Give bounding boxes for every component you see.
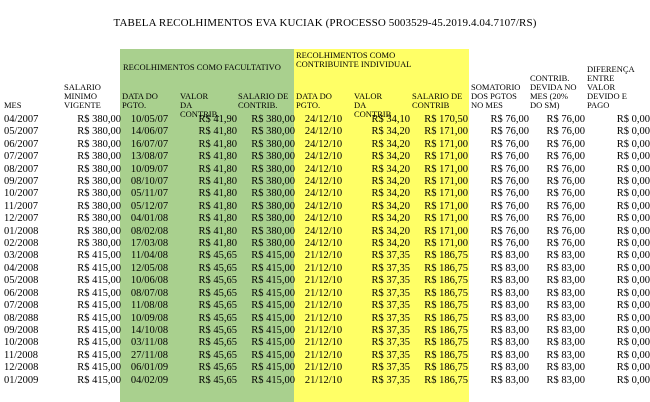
table-row: [4, 201, 650, 213]
cell-data-pgto-ci: 24/12/10: [304, 188, 343, 200]
cell-salario-minimo: R$ 415,00: [77, 374, 121, 386]
cell-diferenca: R$ 0,00: [616, 250, 650, 262]
cell-salario-contrib-ci: R$ 186,75: [424, 262, 468, 274]
cell-salario-contrib-ci: R$ 186,75: [424, 275, 468, 287]
header-valor-contrib-ci: VALOR DA CONTRIB: [354, 91, 392, 119]
cell-mes: 09/2007: [4, 176, 39, 188]
cell-salario-contrib-fac: R$ 380,00: [251, 138, 295, 150]
cell-contrib-devida: R$ 76,00: [546, 163, 585, 175]
table-row: [4, 362, 650, 374]
table-row: [4, 151, 650, 163]
cell-valor-contrib-fac: R$ 45,65: [198, 275, 237, 287]
cell-salario-contrib-fac: R$ 415,00: [251, 324, 295, 336]
cell-data-pgto-fac: 17/03/08: [130, 238, 169, 250]
cell-salario-contrib-ci: R$ 171,00: [424, 225, 468, 237]
table-row: [4, 164, 650, 176]
header-data-pgto-ci: DATA DO PGTO.: [296, 91, 332, 110]
cell-mes: 07/2007: [4, 151, 39, 163]
cell-valor-contrib-fac: R$ 41,80: [198, 213, 237, 225]
header-salario-contrib-ci: SALARIO DE CONTRIB: [412, 91, 463, 110]
cell-salario-minimo: R$ 380,00: [77, 213, 121, 225]
cell-salario-contrib-fac: R$ 380,00: [251, 213, 295, 225]
cell-somatorio: R$ 76,00: [490, 163, 529, 175]
cell-valor-contrib-fac: R$ 41,80: [198, 163, 237, 175]
cell-somatorio: R$ 83,00: [490, 337, 529, 349]
cell-somatorio: R$ 83,00: [490, 287, 529, 299]
cell-somatorio: R$ 83,00: [490, 374, 529, 386]
cell-mes: 07/2008: [4, 300, 39, 312]
cell-mes: 08/2007: [4, 163, 39, 175]
cell-salario-minimo: R$ 380,00: [77, 188, 121, 200]
cell-salario-contrib-ci: R$ 171,00: [424, 238, 468, 250]
cell-diferenca: R$ 0,00: [616, 225, 650, 237]
cell-salario-contrib-fac: R$ 380,00: [251, 151, 295, 163]
cell-valor-contrib-fac: R$ 41,80: [198, 176, 237, 188]
cell-diferenca: R$ 0,00: [616, 188, 650, 200]
cell-valor-contrib-fac: R$ 45,65: [198, 324, 237, 336]
cell-salario-contrib-fac: R$ 380,00: [251, 114, 295, 125]
cell-data-pgto-ci: 24/12/10: [304, 114, 343, 125]
cell-salario-contrib-ci: R$ 186,75: [424, 374, 468, 386]
cell-data-pgto-ci: 21/12/10: [304, 349, 343, 361]
cell-valor-contrib-ci: R$ 34,10: [371, 114, 410, 125]
group-header-contribuinte: RECOLHIMENTOS COMO CONTRIBUINTE INDIVIDUAL: [296, 50, 412, 69]
cell-mes: 12/2007: [4, 213, 39, 225]
cell-somatorio: R$ 83,00: [490, 300, 529, 312]
cell-valor-contrib-fac: R$ 45,65: [198, 250, 237, 262]
cell-salario-contrib-ci: R$ 170,50: [424, 114, 468, 125]
cell-contrib-devida: R$ 83,00: [546, 349, 585, 361]
cell-salario-minimo: R$ 380,00: [77, 225, 121, 237]
cell-data-pgto-fac: 08/07/08: [130, 287, 169, 299]
cell-contrib-devida: R$ 76,00: [546, 176, 585, 188]
cell-data-pgto-ci: 21/12/10: [304, 362, 343, 374]
cell-data-pgto-fac: 10/05/07: [130, 114, 169, 125]
cell-valor-contrib-ci: R$ 34,20: [371, 163, 410, 175]
cell-somatorio: R$ 76,00: [490, 225, 529, 237]
cell-contrib-devida: R$ 83,00: [546, 312, 585, 324]
header-diferenca: DIFERENÇA ENTRE VALOR DEVIDO E PAGO: [587, 64, 635, 110]
cell-mes: 03/2008: [4, 250, 39, 262]
cell-salario-contrib-ci: R$ 186,75: [424, 287, 468, 299]
cell-contrib-devida: R$ 76,00: [546, 138, 585, 150]
cell-valor-contrib-ci: R$ 37,35: [371, 287, 410, 299]
table-row: [4, 176, 650, 188]
cell-valor-contrib-ci: R$ 34,20: [371, 200, 410, 212]
cell-somatorio: R$ 76,00: [490, 151, 529, 163]
cell-mes: 05/2007: [4, 126, 39, 138]
cell-salario-minimo: R$ 380,00: [77, 138, 121, 150]
cell-salario-contrib-ci: R$ 171,00: [424, 213, 468, 225]
cell-data-pgto-ci: 21/12/10: [304, 324, 343, 336]
table-row: [4, 350, 650, 362]
cell-diferenca: R$ 0,00: [616, 151, 650, 163]
cell-contrib-devida: R$ 76,00: [546, 213, 585, 225]
cell-salario-contrib-fac: R$ 380,00: [251, 238, 295, 250]
table-row: [4, 139, 650, 151]
table-row: [4, 126, 650, 138]
cell-salario-contrib-ci: R$ 186,75: [424, 312, 468, 324]
cell-valor-contrib-fac: R$ 41,80: [198, 225, 237, 237]
cell-contrib-devida: R$ 83,00: [546, 374, 585, 386]
cell-salario-minimo: R$ 415,00: [77, 349, 121, 361]
cell-data-pgto-ci: 21/12/10: [304, 287, 343, 299]
cell-valor-contrib-fac: R$ 41,80: [198, 138, 237, 150]
cell-contrib-devida: R$ 83,00: [546, 324, 585, 336]
cell-salario-contrib-fac: R$ 415,00: [251, 374, 295, 386]
cell-data-pgto-ci: 21/12/10: [304, 300, 343, 312]
cell-salario-contrib-ci: R$ 171,00: [424, 188, 468, 200]
cell-valor-contrib-ci: R$ 34,20: [371, 225, 410, 237]
cell-diferenca: R$ 0,00: [616, 275, 650, 287]
cell-salario-contrib-fac: R$ 415,00: [251, 337, 295, 349]
cell-diferenca: R$ 0,00: [616, 238, 650, 250]
cell-contrib-devida: R$ 76,00: [546, 188, 585, 200]
cell-valor-contrib-fac: R$ 41,90: [198, 114, 237, 125]
cell-valor-contrib-fac: R$ 45,65: [198, 262, 237, 274]
cell-salario-contrib-fac: R$ 380,00: [251, 225, 295, 237]
cell-data-pgto-fac: 08/10/07: [130, 176, 169, 188]
cell-contrib-devida: R$ 83,00: [546, 362, 585, 374]
cell-salario-contrib-fac: R$ 380,00: [251, 126, 295, 138]
cell-somatorio: R$ 76,00: [490, 176, 529, 188]
cell-contrib-devida: R$ 83,00: [546, 262, 585, 274]
cell-contrib-devida: R$ 83,00: [546, 287, 585, 299]
cell-data-pgto-fac: 05/12/07: [130, 200, 169, 212]
cell-contrib-devida: R$ 76,00: [546, 151, 585, 163]
table-row: [4, 188, 650, 200]
cell-valor-contrib-ci: R$ 34,20: [371, 188, 410, 200]
cell-somatorio: R$ 83,00: [490, 312, 529, 324]
cell-data-pgto-ci: 24/12/10: [304, 138, 343, 150]
cell-data-pgto-ci: 21/12/10: [304, 337, 343, 349]
cell-salario-contrib-ci: R$ 186,75: [424, 324, 468, 336]
cell-diferenca: R$ 0,00: [616, 312, 650, 324]
cell-salario-contrib-ci: R$ 186,75: [424, 349, 468, 361]
cell-diferenca: R$ 0,00: [616, 300, 650, 312]
cell-valor-contrib-ci: R$ 34,20: [371, 213, 410, 225]
cell-somatorio: R$ 83,00: [490, 324, 529, 336]
header-somatorio: SOMATORIO DOS PGTOS NO MES: [471, 82, 521, 110]
cell-salario-minimo: R$ 380,00: [77, 163, 121, 175]
header-mes: MES: [4, 100, 22, 110]
cell-diferenca: R$ 0,00: [616, 262, 650, 274]
cell-somatorio: R$ 83,00: [490, 275, 529, 287]
cell-data-pgto-ci: 21/12/10: [304, 262, 343, 274]
cell-diferenca: R$ 0,00: [616, 213, 650, 225]
cell-mes: 06/2008: [4, 287, 39, 299]
header-contrib-devida: CONTRIB. DEVIDA NO MES (20% DO SM): [530, 73, 577, 110]
cell-mes: 08/2088: [4, 312, 39, 324]
cell-valor-contrib-ci: R$ 34,20: [371, 126, 410, 138]
header-salario-minimo: SALARIO MINIMO VIGENTE: [64, 82, 101, 110]
cell-mes: 04/2007: [4, 114, 39, 125]
cell-valor-contrib-ci: R$ 37,35: [371, 349, 410, 361]
cell-mes: 01/2008: [4, 225, 39, 237]
cell-data-pgto-fac: 10/09/07: [130, 163, 169, 175]
cell-mes: 04/2008: [4, 262, 39, 274]
table-row: [4, 250, 650, 262]
table-row: [4, 300, 650, 312]
cell-valor-contrib-fac: R$ 45,65: [198, 287, 237, 299]
cell-data-pgto-fac: 06/01/09: [130, 362, 169, 374]
cell-diferenca: R$ 0,00: [616, 374, 650, 386]
cell-data-pgto-ci: 24/12/10: [304, 151, 343, 163]
cell-salario-contrib-fac: R$ 380,00: [251, 188, 295, 200]
cell-diferenca: R$ 0,00: [616, 200, 650, 212]
cell-salario-minimo: R$ 380,00: [77, 126, 121, 138]
table-row: [4, 226, 650, 238]
header-data-pgto-fac: DATA DO PGTO.: [122, 91, 158, 110]
cell-data-pgto-ci: 24/12/10: [304, 176, 343, 188]
cell-salario-minimo: R$ 415,00: [77, 362, 121, 374]
cell-data-pgto-fac: 11/04/08: [131, 250, 168, 262]
cell-salario-contrib-fac: R$ 415,00: [251, 250, 295, 262]
cell-valor-contrib-fac: R$ 45,65: [198, 374, 237, 386]
cell-somatorio: R$ 76,00: [490, 213, 529, 225]
cell-mes: 02/2008: [4, 238, 39, 250]
cell-contrib-devida: R$ 83,00: [546, 275, 585, 287]
cell-salario-minimo: R$ 380,00: [77, 151, 121, 163]
cell-somatorio: R$ 76,00: [490, 200, 529, 212]
cell-valor-contrib-fac: R$ 41,80: [198, 151, 237, 163]
cell-contrib-devida: R$ 76,00: [546, 126, 585, 138]
cell-data-pgto-fac: 10/09/08: [130, 312, 169, 324]
cell-diferenca: R$ 0,00: [616, 163, 650, 175]
cell-salario-contrib-ci: R$ 171,00: [424, 176, 468, 188]
cell-salario-minimo: R$ 380,00: [77, 238, 121, 250]
cell-somatorio: R$ 83,00: [490, 362, 529, 374]
cell-contrib-devida: R$ 76,00: [546, 238, 585, 250]
cell-diferenca: R$ 0,00: [616, 138, 650, 150]
table-row: [4, 263, 650, 275]
cell-valor-contrib-ci: R$ 37,35: [371, 250, 410, 262]
cell-valor-contrib-ci: R$ 37,35: [371, 300, 410, 312]
cell-data-pgto-ci: 21/12/10: [304, 374, 343, 386]
cell-data-pgto-fac: 14/10/08: [130, 324, 169, 336]
header-valor-contrib-fac: VALOR DA CONTRIB.: [180, 91, 220, 119]
cell-mes: 10/2008: [4, 337, 39, 349]
cell-data-pgto-ci: 24/12/10: [304, 200, 343, 212]
table-row: [4, 313, 650, 325]
cell-valor-contrib-ci: R$ 37,35: [371, 337, 410, 349]
cell-salario-minimo: R$ 415,00: [77, 275, 121, 287]
table-row: [4, 325, 650, 337]
cell-salario-contrib-ci: R$ 171,00: [424, 200, 468, 212]
table-row: [4, 114, 650, 126]
cell-diferenca: R$ 0,00: [616, 337, 650, 349]
cell-salario-contrib-fac: R$ 415,00: [251, 275, 295, 287]
cell-diferenca: R$ 0,00: [616, 362, 650, 374]
cell-somatorio: R$ 76,00: [490, 188, 529, 200]
cell-data-pgto-ci: 24/12/10: [304, 238, 343, 250]
header-salario-contrib-fac: SALARIO DE CONTRIB.: [238, 91, 289, 110]
cell-valor-contrib-ci: R$ 37,35: [371, 262, 410, 274]
cell-salario-minimo: R$ 415,00: [77, 287, 121, 299]
cell-valor-contrib-fac: R$ 45,65: [198, 312, 237, 324]
cell-valor-contrib-fac: R$ 45,65: [198, 349, 237, 361]
cell-data-pgto-fac: 03/11/08: [131, 337, 168, 349]
cell-salario-minimo: R$ 380,00: [77, 200, 121, 212]
group-header-facultativo: RECOLHIMENTOS COMO FACULTATIVO: [123, 62, 281, 72]
cell-diferenca: R$ 0,00: [616, 114, 650, 125]
cell-mes: 06/2007: [4, 138, 39, 150]
table-row: [4, 288, 650, 300]
cell-salario-minimo: R$ 415,00: [77, 337, 121, 349]
cell-data-pgto-fac: 08/02/08: [130, 225, 169, 237]
cell-salario-contrib-ci: R$ 171,00: [424, 151, 468, 163]
cell-diferenca: R$ 0,00: [616, 176, 650, 188]
cell-data-pgto-fac: 16/07/07: [130, 138, 169, 150]
recolhimentos-table: [4, 114, 650, 387]
cell-data-pgto-fac: 10/06/08: [130, 275, 169, 287]
cell-mes: 01/2009: [4, 374, 39, 386]
cell-salario-minimo: R$ 415,00: [77, 324, 121, 336]
cell-contrib-devida: R$ 76,00: [546, 225, 585, 237]
cell-salario-contrib-ci: R$ 186,75: [424, 362, 468, 374]
cell-salario-contrib-ci: R$ 171,00: [424, 138, 468, 150]
cell-contrib-devida: R$ 83,00: [546, 337, 585, 349]
cell-somatorio: R$ 83,00: [490, 250, 529, 262]
cell-salario-contrib-ci: R$ 171,00: [424, 126, 468, 138]
cell-salario-minimo: R$ 415,00: [77, 312, 121, 324]
cell-somatorio: R$ 76,00: [490, 238, 529, 250]
cell-valor-contrib-ci: R$ 37,35: [371, 374, 410, 386]
cell-contrib-devida: R$ 76,00: [546, 114, 585, 125]
cell-salario-contrib-fac: R$ 380,00: [251, 200, 295, 212]
cell-valor-contrib-fac: R$ 41,80: [198, 238, 237, 250]
table-row: [4, 375, 650, 387]
cell-salario-contrib-ci: R$ 186,75: [424, 337, 468, 349]
cell-valor-contrib-ci: R$ 37,35: [371, 275, 410, 287]
cell-mes: 10/2007: [4, 188, 39, 200]
cell-salario-minimo: R$ 380,00: [77, 114, 121, 125]
cell-valor-contrib-fac: R$ 45,65: [198, 337, 237, 349]
cell-data-pgto-fac: 05/11/07: [131, 188, 168, 200]
cell-valor-contrib-ci: R$ 37,35: [371, 324, 410, 336]
cell-mes: 05/2008: [4, 275, 39, 287]
cell-valor-contrib-ci: R$ 37,35: [371, 362, 410, 374]
cell-valor-contrib-fac: R$ 41,80: [198, 200, 237, 212]
cell-somatorio: R$ 76,00: [490, 114, 529, 125]
table-row: [4, 275, 650, 287]
table-row: [4, 238, 650, 250]
cell-data-pgto-ci: 24/12/10: [304, 213, 343, 225]
cell-valor-contrib-ci: R$ 34,20: [371, 176, 410, 188]
cell-data-pgto-ci: 24/12/10: [304, 225, 343, 237]
cell-data-pgto-fac: 04/02/09: [130, 374, 169, 386]
cell-salario-minimo: R$ 415,00: [77, 300, 121, 312]
cell-salario-contrib-fac: R$ 415,00: [251, 312, 295, 324]
cell-data-pgto-fac: 04/01/08: [130, 213, 169, 225]
cell-salario-contrib-fac: R$ 415,00: [251, 362, 295, 374]
cell-salario-contrib-fac: R$ 415,00: [251, 287, 295, 299]
cell-salario-minimo: R$ 415,00: [77, 250, 121, 262]
cell-somatorio: R$ 76,00: [490, 126, 529, 138]
table-row: [4, 213, 650, 225]
cell-data-pgto-ci: 21/12/10: [304, 250, 343, 262]
cell-somatorio: R$ 83,00: [490, 349, 529, 361]
cell-valor-contrib-ci: R$ 34,20: [371, 238, 410, 250]
cell-data-pgto-ci: 21/12/10: [304, 275, 343, 287]
cell-diferenca: R$ 0,00: [616, 349, 650, 361]
cell-valor-contrib-ci: R$ 34,20: [371, 138, 410, 150]
cell-mes: 12/2008: [4, 362, 39, 374]
cell-diferenca: R$ 0,00: [616, 324, 650, 336]
cell-somatorio: R$ 76,00: [490, 138, 529, 150]
cell-salario-contrib-fac: R$ 415,00: [251, 262, 295, 274]
cell-salario-minimo: R$ 415,00: [77, 262, 121, 274]
cell-diferenca: R$ 0,00: [616, 126, 650, 138]
cell-data-pgto-ci: 24/12/10: [304, 163, 343, 175]
cell-salario-contrib-ci: R$ 186,75: [424, 250, 468, 262]
cell-valor-contrib-fac: R$ 45,65: [198, 362, 237, 374]
table-row: [4, 337, 650, 349]
cell-diferenca: R$ 0,00: [616, 287, 650, 299]
cell-valor-contrib-ci: R$ 37,35: [371, 312, 410, 324]
cell-salario-contrib-fac: R$ 415,00: [251, 300, 295, 312]
page-title: TABELA RECOLHIMENTOS EVA KUCIAK (PROCESSO 5003529-45.2019.4.04.7107/RS): [113, 17, 537, 29]
cell-salario-contrib-fac: R$ 415,00: [251, 349, 295, 361]
cell-mes: 11/2007: [4, 200, 39, 212]
cell-salario-contrib-fac: R$ 380,00: [251, 163, 295, 175]
cell-valor-contrib-fac: R$ 45,65: [198, 300, 237, 312]
cell-mes: 09/2008: [4, 324, 39, 336]
cell-data-pgto-fac: 13/08/07: [130, 151, 169, 163]
cell-salario-contrib-fac: R$ 380,00: [251, 176, 295, 188]
cell-contrib-devida: R$ 83,00: [546, 250, 585, 262]
cell-mes: 11/2008: [4, 349, 39, 361]
cell-data-pgto-fac: 14/06/07: [130, 126, 169, 138]
cell-data-pgto-ci: 21/12/10: [304, 312, 343, 324]
cell-data-pgto-fac: 27/11/08: [131, 349, 168, 361]
cell-valor-contrib-fac: R$ 41,80: [198, 126, 237, 138]
cell-somatorio: R$ 83,00: [490, 262, 529, 274]
cell-contrib-devida: R$ 83,00: [546, 300, 585, 312]
cell-salario-minimo: R$ 380,00: [77, 176, 121, 188]
cell-salario-contrib-ci: R$ 186,75: [424, 300, 468, 312]
cell-data-pgto-ci: 24/12/10: [304, 126, 343, 138]
cell-valor-contrib-ci: R$ 34,20: [371, 151, 410, 163]
cell-valor-contrib-fac: R$ 41,80: [198, 188, 237, 200]
cell-contrib-devida: R$ 76,00: [546, 200, 585, 212]
cell-data-pgto-fac: 12/05/08: [130, 262, 169, 274]
cell-data-pgto-fac: 11/08/08: [131, 300, 168, 312]
cell-salario-contrib-ci: R$ 171,00: [424, 163, 468, 175]
